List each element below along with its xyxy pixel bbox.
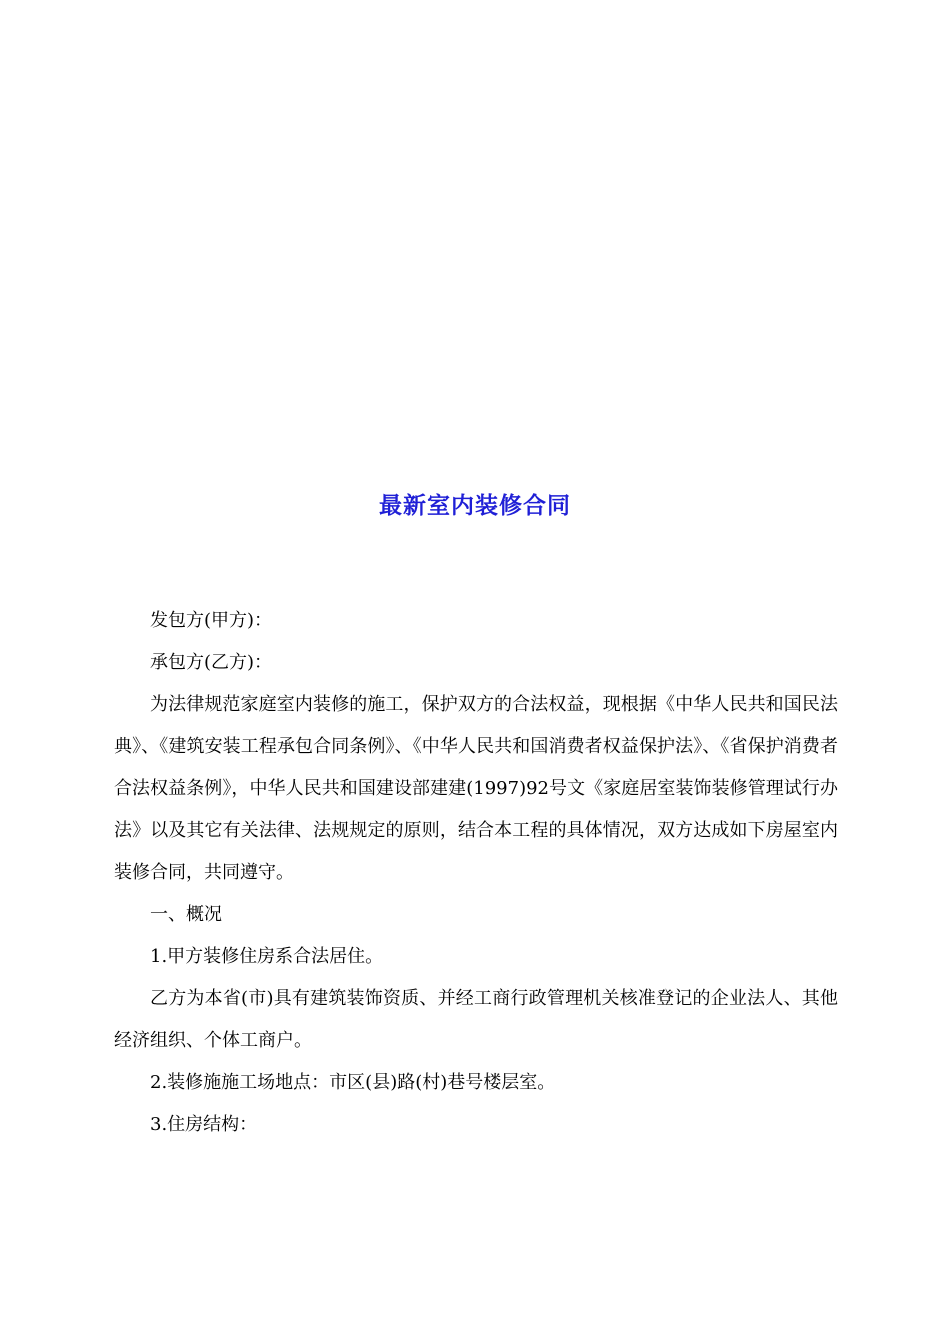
clause-3-structure: 3.住房结构： [150, 1114, 258, 1135]
document-title: 最新室内装修合同 [379, 493, 571, 519]
clause-2-site-address: 2.装修施施工场地点：市区(县)路(村)巷号楼层室。 [150, 1072, 556, 1093]
clause-1: 1.甲方装修住房系合法居住。 [150, 946, 384, 967]
party-a-line: 发包方(甲方)： [150, 610, 273, 631]
document-body [114, 600, 838, 1146]
party-b-line: 承包方(乙方)： [150, 652, 273, 673]
preamble-paragraph: 为法律规范家庭室内装修的施工，保护双方的合法权益，现根据《中华人民共和国民法典》、《建筑安装工程承包合同条例》、《中华人民共和国消费者权益保护法》、《省保护消费者合法权益条例》，中华人民共和国建设部建建(1997)92号文《家庭居室装饰装修管理试行办法》以及其它有关法律、法规规定的原则，结合本工程的具体情况，双方达成如下房屋室内装修合同，共同遵守。 [114, 694, 838, 883]
section-heading-overview: 一、概况 [150, 904, 222, 925]
clause-1-contractor: 乙方为本省(市)具有建筑装饰资质、并经工商行政管理机关核准登记的企业法人、其他经济组织、个体工商户。 [114, 988, 838, 1051]
